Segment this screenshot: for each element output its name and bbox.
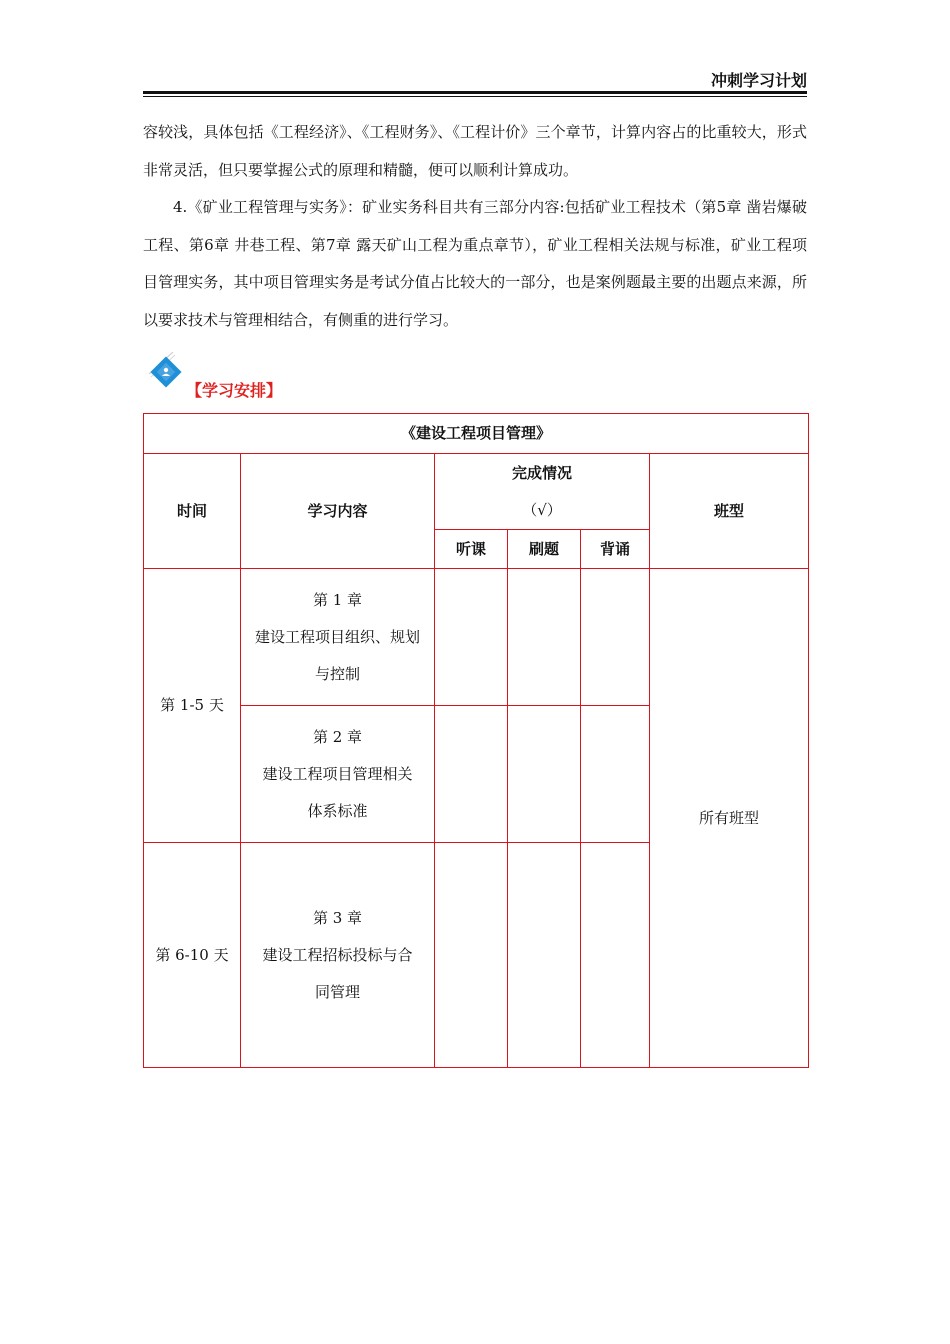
chapter-title-line1: 建设工程招标投标与合 (262, 945, 413, 964)
time-cell: 第 6-10 天 (144, 843, 241, 1068)
header-practice: 刷题 (508, 530, 581, 569)
content-cell (241, 706, 435, 843)
chapter-title-line2: 同管理 (314, 982, 360, 1001)
chapter-label: 第 3 章 (312, 908, 363, 927)
listen-check-cell[interactable] (435, 843, 508, 1068)
chapter-title-line1: 建设工程项目组织、规划 (254, 627, 420, 646)
header-title: 冲刺学习计划 (710, 71, 807, 90)
recite-check-cell[interactable] (581, 569, 650, 706)
header-recite: 背诵 (581, 530, 650, 569)
class-type-cell: 所有班型 (650, 569, 809, 1068)
table-title-row (144, 414, 809, 454)
content-cell (241, 569, 435, 706)
table-header-row (144, 454, 809, 530)
chapter-label: 第 1 章 (312, 590, 363, 609)
header-content: 学习内容 (241, 454, 435, 569)
practice-check-cell[interactable] (508, 706, 581, 843)
header-time: 时间 (144, 454, 241, 569)
study-plan-table (143, 413, 809, 1068)
chapter-label: 第 2 章 (312, 727, 363, 746)
listen-check-cell[interactable] (435, 706, 508, 843)
time-cell: 第 1-5 天 (144, 569, 241, 843)
header-completion-label: 完成情况 (511, 463, 572, 482)
content-cell (241, 843, 435, 1068)
paragraph-cost-subjects: 容较浅，具体包括《工程经济》、《工程财务》、《工程计价》三个章节，计算内容占的比重较大，形式非常灵活，但只要掌握公式的原理和精髓，便可以顺利计算成功。 (143, 123, 807, 179)
recite-check-cell[interactable] (581, 706, 650, 843)
header-rule-thick (143, 91, 807, 94)
practice-check-cell[interactable] (508, 569, 581, 706)
header-check-mark: （√） (522, 500, 562, 519)
header-listen: 听课 (435, 530, 508, 569)
listen-check-cell[interactable] (435, 569, 508, 706)
recite-check-cell[interactable] (581, 843, 650, 1068)
chapter-title-line2: 体系标准 (307, 801, 368, 820)
section-heading: 【学习安排】 (186, 381, 283, 400)
header-class-type: 班型 (650, 454, 809, 569)
paragraph-mining-subject: 4.《矿业工程管理与实务》：矿业实务科目共有三部分内容:包括矿业工程技术（第5章 凿岩爆破工程、第6章 井巷工程、第7章 露天矿山工程为重点章节），矿业工程相关法规与标准，矿业工程项目管理实务，其中项目管理实务是考试分值占比较大的一部分，也是案例题最主要的出题点来源，所以要求技术与管理相结合，有侧重的进行学习。 (143, 198, 807, 329)
practice-check-cell[interactable] (508, 843, 581, 1068)
header-rule-thin (143, 96, 807, 97)
header-completion (435, 454, 650, 530)
table-title: 《建设工程项目管理》 (144, 414, 809, 454)
chapter-title-line2: 与控制 (314, 664, 360, 683)
table-row (144, 569, 809, 706)
person-badge-icon (146, 352, 188, 394)
chapter-title-line1: 建设工程项目管理相关 (262, 764, 413, 783)
